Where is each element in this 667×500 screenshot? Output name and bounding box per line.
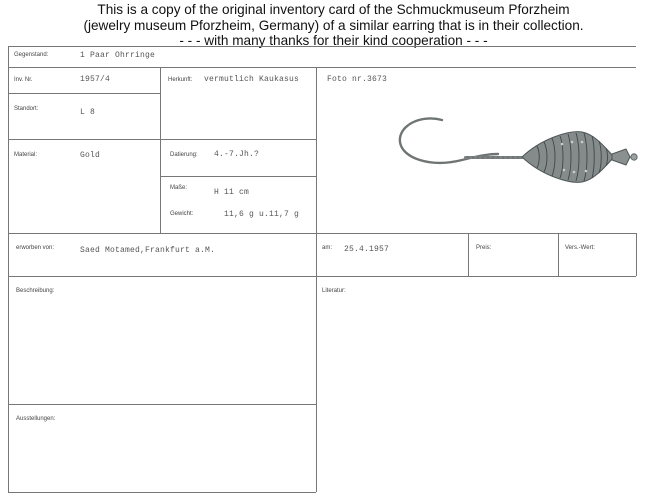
ausstellungen-label: Ausstellungen: [16,416,56,422]
foto-number: Foto nr.3673 [327,75,388,84]
masse-value: H 11 cm [214,188,250,197]
header-line-3: - - - with many thanks for their kind cooperation - - - [179,33,488,48]
gegenstand-value: 1 Paar Ohrringe [80,51,156,60]
standort-label: Standort: [14,106,39,112]
am-value: 25.4.1957 [344,245,390,254]
rule-beschreibung [8,404,316,405]
card-right-border [636,233,637,276]
col-divider-preis [558,233,559,276]
inv-nr-label: Inv. Nr. [14,77,33,83]
col-divider-1 [160,67,161,233]
card-bottom-rule [8,492,316,493]
gegenstand-label: Gegenstand: [14,52,49,58]
material-value: Gold [80,151,101,160]
header-line-2: (jewelry museum Pforzheim, Germany) of a similar earring that is in their collection. [83,17,584,33]
masse-label: Maße: [170,185,188,191]
rule-main [8,233,636,234]
herkunft-label: Herkunft: [168,77,193,83]
literatur-label: Literatur: [322,288,346,294]
standort-value: L 8 [80,108,96,117]
preis-label: Preis: [476,245,492,251]
col-divider-2 [316,67,317,492]
erworben-value: Saed Motamed,Frankfurt a.M. [80,246,216,255]
erworben-label: erworben von: [16,245,55,251]
material-label: Material: [14,152,38,158]
header-line-1: This is a copy of the original inventory card of the Schmuckmuseum Pforzheim [97,2,570,17]
earring-photo-icon [392,116,642,198]
gewicht-label: Gewicht: [170,211,194,217]
datierung-value: 4.-7.Jh.? [214,150,260,159]
rule-erworben [8,276,636,277]
rule-inv [8,93,160,94]
vers-wert-label: Vers.-Wert: [565,245,595,251]
rule-standort [8,139,316,140]
beschreibung-label: Beschreibung: [16,288,55,294]
rule-datierung [160,176,316,177]
gewicht-value: 11,6 g u.11,7 g [224,210,300,219]
header-note [0,2,667,49]
col-divider-am [468,233,469,276]
datierung-label: Datierung: [170,152,198,158]
herkunft-value: vermutlich Kaukasus [204,75,300,84]
am-label: am: [322,245,333,251]
card-left-border [8,46,9,492]
rule-gegenstand [8,67,636,68]
inv-nr-value: 1957/4 [80,75,111,84]
card-top-rule [8,46,636,47]
